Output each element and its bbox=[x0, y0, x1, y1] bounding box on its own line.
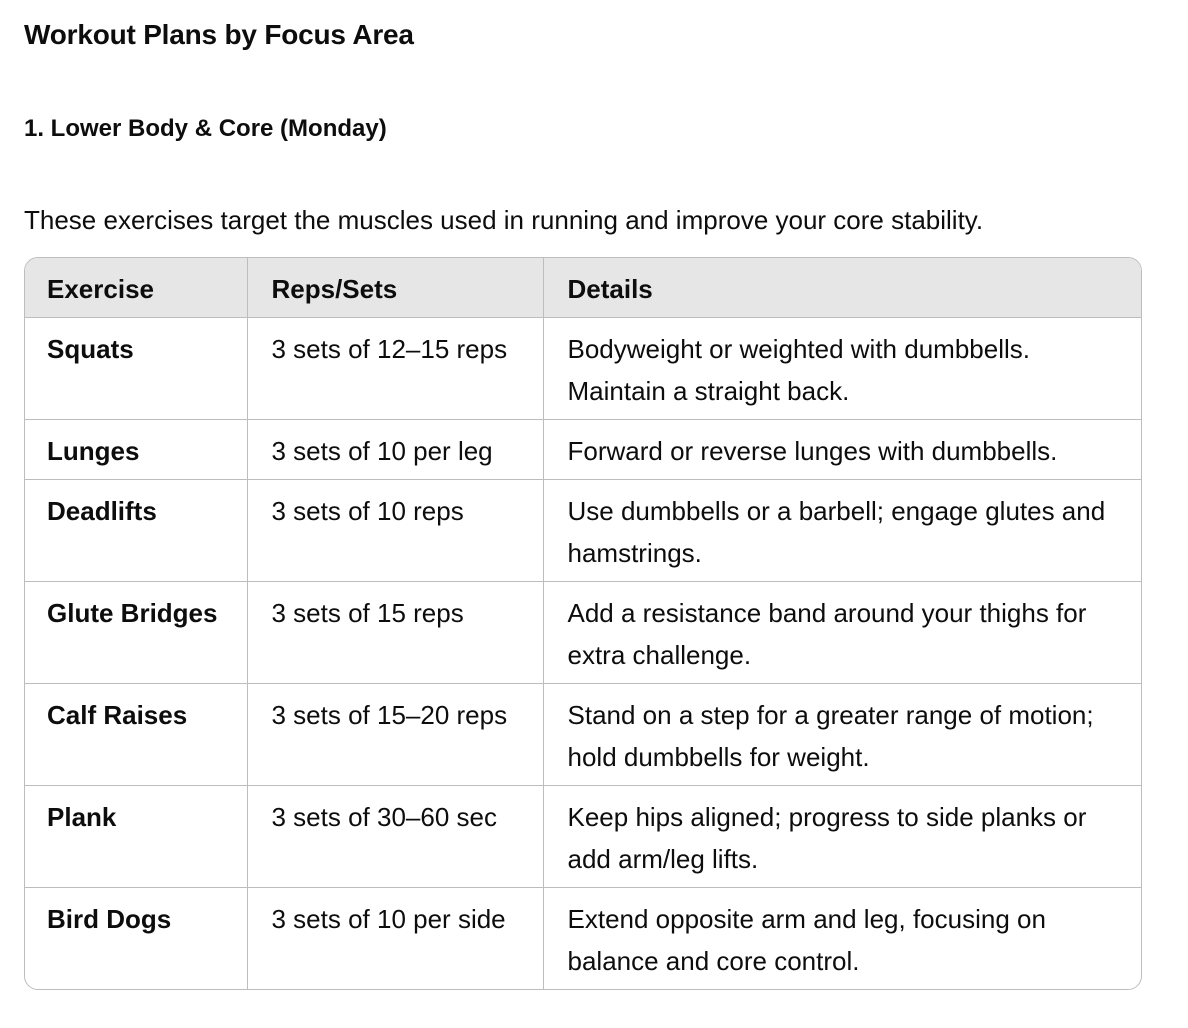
exercise-details: Bodyweight or weighted with dumbbells. Maintain a straight back. bbox=[543, 318, 1141, 420]
reps-sets: 3 sets of 12–15 reps bbox=[247, 318, 543, 420]
table-row bbox=[25, 684, 1141, 786]
reps-sets: 3 sets of 15–20 reps bbox=[247, 684, 543, 786]
table-header-row bbox=[25, 258, 1141, 318]
table-row bbox=[25, 480, 1141, 582]
exercise-name: Glute Bridges bbox=[25, 582, 247, 684]
table-row bbox=[25, 318, 1141, 420]
reps-sets: 3 sets of 30–60 sec bbox=[247, 786, 543, 888]
table-row bbox=[25, 582, 1141, 684]
exercise-details: Stand on a step for a greater range of motion; hold dumbbells for weight. bbox=[543, 684, 1141, 786]
table-row bbox=[25, 888, 1141, 990]
section-heading: 1. Lower Body & Core (Monday) bbox=[24, 115, 387, 142]
exercise-table bbox=[24, 257, 1142, 990]
header-reps-sets: Reps/Sets bbox=[247, 258, 543, 318]
reps-sets: 3 sets of 10 per leg bbox=[247, 420, 543, 480]
header-details: Details bbox=[543, 258, 1141, 318]
exercise-details: Use dumbbells or a barbell; engage glutes and hamstrings. bbox=[543, 480, 1141, 582]
exercise-name: Deadlifts bbox=[25, 480, 247, 582]
table-row bbox=[25, 786, 1141, 888]
exercise-details: Add a resistance band around your thighs for extra challenge. bbox=[543, 582, 1141, 684]
exercise-name: Plank bbox=[25, 786, 247, 888]
page-title: Workout Plans by Focus Area bbox=[24, 19, 414, 50]
section-intro: These exercises target the muscles used in running and improve your core stability. bbox=[24, 205, 984, 235]
exercise-name: Lunges bbox=[25, 420, 247, 480]
exercise-details: Extend opposite arm and leg, focusing on balance and core control. bbox=[567, 904, 1046, 976]
reps-sets: 3 sets of 15 reps bbox=[247, 582, 543, 684]
reps-sets: 3 sets of 10 per side bbox=[247, 888, 543, 990]
exercise-details: Forward or reverse lunges with dumbbells. bbox=[543, 420, 1141, 480]
exercise-name: Bird Dogs bbox=[25, 888, 247, 990]
exercise-name: Calf Raises bbox=[25, 684, 247, 786]
reps-sets: 3 sets of 10 reps bbox=[247, 480, 543, 582]
table-row bbox=[25, 420, 1141, 480]
exercise-details: Keep hips aligned; progress to side planks or add arm/leg lifts. bbox=[543, 786, 1141, 888]
exercise-name: Squats bbox=[25, 318, 247, 420]
header-exercise: Exercise bbox=[25, 258, 247, 318]
